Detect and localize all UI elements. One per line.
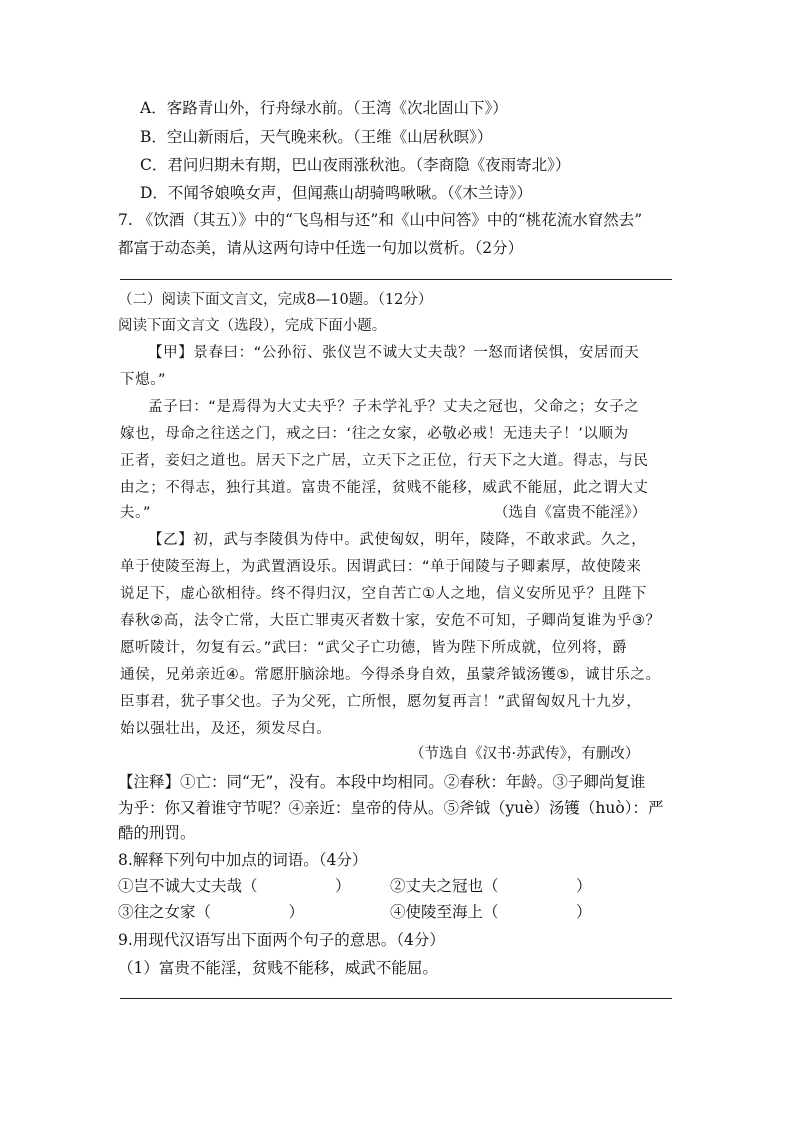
question-9-title: 9.用现代汉语写出下面两个句子的意思。（4分） <box>118 931 445 949</box>
jia-line-2: 下熄。” <box>120 372 167 388</box>
option-c: C．君问归期未有期，巴山夜雨涨秋池。（李商隐《夜雨寄北》） <box>140 156 571 174</box>
notes-line-3: 酷的刑罚。 <box>118 824 196 842</box>
jia-line-3: 孟子曰：“是焉得为大丈夫乎？子未学礼乎？丈夫之冠也，父命之；女子之 <box>148 399 640 415</box>
question-8-title: 8.解释下列句中加点的词语。（4分） <box>118 851 368 869</box>
question-7-line2: 都富于动态美，请从这两句诗中任选一句加以赏析。（2分） <box>118 239 524 257</box>
option-a: A．客路青山外，行舟绿水前。（王湾《次北固山下》） <box>140 99 508 117</box>
jia-line-1: 【甲】景春曰：“公孙衍、张仪岂不诚大丈夫哉？一怒而诸侯惧，安居而天 <box>148 345 640 361</box>
notes-line-1: 【注释】①亡：同“无”，没有。本段中均相同。②春秋：年龄。③子卿尚复谁 <box>118 773 646 791</box>
yi-line-5: 愿听陵计，勿复有云。”武曰：“武父子亡功德，皆为陛下所成就，位列将，爵 <box>120 640 628 656</box>
section-2-heading: （二）阅读下面文言文，完成8—10题。（12分） <box>118 292 433 308</box>
yi-line-8: 始以强壮出，及还，须发尽白。 <box>120 721 332 737</box>
jia-line-6: 由之；不得志，独行其道。富贵不能淫，贫贱不能移，威武不能屈，此之谓大丈 <box>120 480 649 496</box>
option-d: D．不闻爷娘唤女声，但闻燕山胡骑鸣啾啾。（《木兰诗》） <box>140 184 533 202</box>
jia-line-7: 夫。” <box>120 505 152 521</box>
section-2-intro: 阅读下面文言文（选段），完成下面小题。 <box>118 318 387 334</box>
yi-line-1: 【乙】初，武与李陵俱为侍中。武使匈奴，明年，陵降，不敢求武。久之， <box>148 532 647 548</box>
answer-line-q9[interactable] <box>120 998 672 999</box>
option-b: B．空山新雨后，天气晚来秋。（王维《山居秋暝》） <box>140 128 493 146</box>
q8-item-3[interactable]: ③往之女家（ ） <box>118 903 305 921</box>
q8-item-1[interactable]: ①岂不诚大丈夫哉（ ） <box>118 877 351 895</box>
q9-sentence-1: （1）富贵不能淫，贫贱不能移，威武不能屈。 <box>118 959 438 977</box>
question-7-line1: 7. 《饮酒（其五）》中的“飞鸟相与还”和《山中问答》中的“桃花流水窅然去” <box>118 211 643 229</box>
yi-line-7: 臣事君，犹子事父也。子为父死，亡所恨，愿勿复再言！”武留匈奴凡十九岁， <box>120 694 642 710</box>
yi-source: （节选自《汉书·苏武传》，有删改） <box>410 746 640 762</box>
jia-line-5: 正者，妾妇之道也。居天下之广居，立天下之正位，行天下之大道。得志，与民 <box>120 453 649 469</box>
yi-line-3: 说足下，虚心欲相待。终不得归汉，空自苦亡①人之地，信义安所见乎？且陛下 <box>120 586 647 602</box>
jia-line-4: 嫁也，母命之往送之门，戒之曰：‘往之女家，必敬必戒！无违夫子！’以顺为 <box>120 426 629 442</box>
q8-item-4[interactable]: ④使陵至海上（ ） <box>390 903 592 921</box>
jia-source: （选自《富贵不能淫》） <box>494 505 647 521</box>
yi-line-6: 通侯，兄弟亲近④。常愿肝脑涂地。今得杀身自效，虽蒙斧钺汤镬⑤，诚甘乐之。 <box>120 667 661 683</box>
answer-line-q7[interactable] <box>120 279 672 280</box>
q8-item-2[interactable]: ②丈夫之冠也（ ） <box>390 877 592 895</box>
yi-line-2: 单于使陵至海上，为武置酒设乐。因谓武曰：“单于闻陵与子卿素厚，故使陵来 <box>120 559 642 575</box>
notes-line-2: 为乎：你又着谁守节呢？④亲近：皇帝的侍从。⑤斧钺（yuè）汤镬（huò）：严 <box>118 799 664 817</box>
yi-line-4: 春秋②高，法令亡常，大臣亡罪夷灭者数十家，安危不可知，子卿尚复谁为乎③？ <box>120 613 661 629</box>
